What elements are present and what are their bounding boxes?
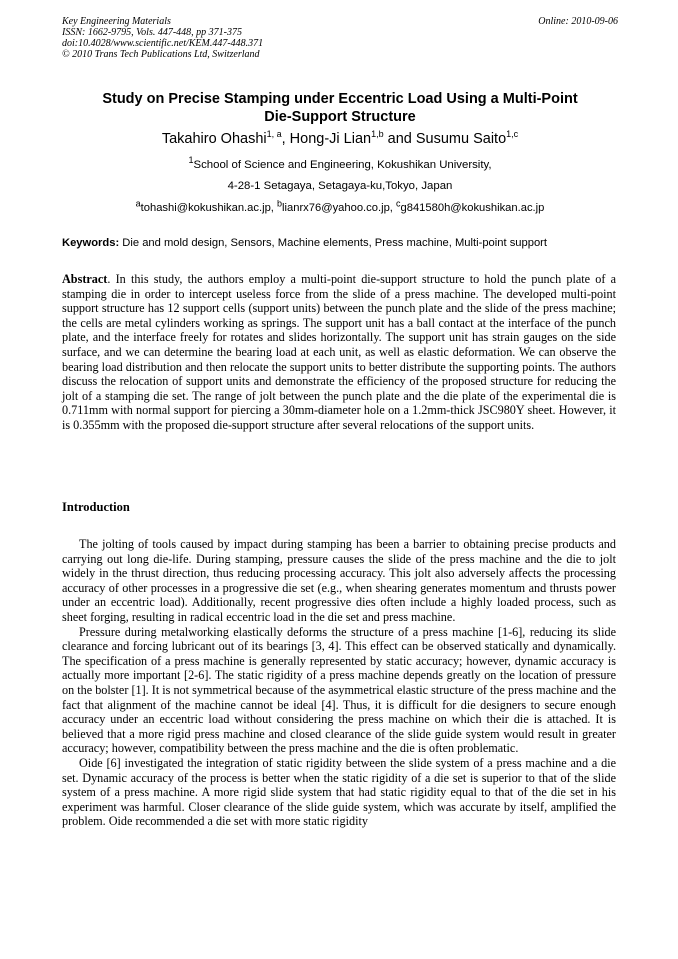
author-list — [62, 130, 618, 148]
keywords-text: Die and mold design, Sensors, Machine elements, Press machine, Multi-point support — [119, 237, 548, 249]
abstract — [62, 272, 616, 433]
author-separator: , — [281, 131, 286, 147]
paper-title-line-2: Die-Support Structure — [264, 109, 416, 125]
email-c-mark: c — [396, 198, 401, 209]
email-b[interactable]: lianrx76@yahoo.co.jp, — [282, 202, 397, 214]
paper-title-line-1: Study on Precise Stamping under Eccentric Load Using a Multi-Point — [102, 91, 578, 107]
affiliation-line-2: 4-28-1 Setagaya, Setagaya-ku,Tokyo, Japan — [227, 180, 453, 192]
journal-issn: ISSN: 1662-9795, Vols. 447-448, pp 371-375 — [62, 27, 242, 38]
author-2-affiliation-mark: 1,b — [371, 129, 384, 140]
journal-header — [62, 16, 618, 60]
email-a-mark: a — [135, 198, 141, 209]
keywords — [62, 236, 618, 250]
email-a[interactable]: tohashi@kokushikan.ac.jp, — [140, 202, 278, 214]
abstract-text: . In this study, the authors employ a multi-point die-support structure to hold the punch plate of a stamping die in order to intercept useless force from the slide of a press machine. The developed multi-point support structure has 12 support cells (support units) between the punch plate and the slide of the press machine; the cells are metal cylinders working as springs. The support unit has a ball contact at the interface of the punch plate, and the interface freely for rotates and slides horizontally. The support unit has strain gauges on the side surface, and we can determine the bearing load at each unit, as well as elastic deformation. We can observe the bearing load distribution and then relocate the support units to better distribute the supporting points. The authors discuss the relocation of support units and demonstrate the efficiency of the proposed structure for reducing the jolt of a stamping die set. The range of jolt between the punch plate and the die plate of the experimental die is 0.711mm with normal support for piercing a 30mm-diameter hole on a 1.2mm-thick JSC980Y sheet. However, it is 0.355mm with the proposed die-support structure after several relocations of the support units. — [62, 272, 616, 432]
introduction-paragraph-2: Pressure during metalworking elastically deforms the structure of a press machine [1-6], reducing its slide clearance and forcing lubricant out of its bearings [3, 4]. This effect can be observed statically and dynamically. The specification of a press machine is generally represented by static accuracy; however, dynamic accuracy is actually more important [2-6]. The static rigidity of a press machine depends greatly on the location of pressure on the bolster [1]. It is not symmetrical because of the asymmetrical elastic structure of the press machine and the fact that alignment of the machine cannot be ideal [4]. Thus, it is difficult for die designers to secure enough accuracy under an eccentric load without considering the press machine on which their die is attached. It is believed that a more rigid press machine and closed clearance of the slide guide system would result in greater accuracy; however, compatibility between the press machine and the die is often problematic. — [62, 624, 616, 756]
journal-doi[interactable]: doi:10.4028/www.scientific.net/KEM.447-448.371 — [62, 38, 264, 49]
email-b-mark: b — [277, 198, 283, 209]
introduction-body — [62, 537, 616, 829]
journal-copyright: © 2010 Trans Tech Publications Ltd, Switzerland — [62, 49, 260, 60]
author-conjunction: and — [383, 131, 416, 147]
introduction-heading: Introduction — [62, 500, 130, 514]
author-1-affiliation-mark: 1, a — [266, 129, 282, 140]
online-date: Online: 2010-09-06 — [538, 16, 618, 27]
author-3: Susumu Saito — [415, 131, 507, 147]
affiliation-line-1 — [62, 155, 618, 172]
journal-name: Key Engineering Materials — [62, 16, 171, 27]
introduction-paragraph-3: Oide [6] investigated the integration of static rigidity between the slide system of a press machine and a die set. Dynamic accuracy of the process is better when the static rigidity of a die set is superior to that of the slide system of a press machine. A more rigid slide system that had static rigidity equal to that of the die set in his experiment was harmful. Closer clearance of the slide guide system, which was accurate by itself, amplified the problem. Oide recommended a die set with more static rigidity — [62, 755, 616, 829]
affiliation-mark: 1 — [188, 155, 194, 166]
author-emails — [62, 198, 618, 215]
author-2: Hong-Ji Lian — [285, 131, 372, 147]
email-c[interactable]: g841580h@kokushikan.ac.jp — [400, 202, 545, 214]
introduction-paragraph-1: The jolting of tools caused by impact during stamping has been a barrier to obtaining precise products and carrying out long die-life. During stamping, pressure causes the slide of the press machine and the die to jolt widely in the thrust direction, thus reducing processing accuracy. This jolt also adversely affects the processing accuracy of other processes in a progressive die set (e.g., when shearing generates momentum and thrusts power under an eccentric load). Additionally, recent progressive dies often include a highly loaded process, such as sheet forging, resulting in radical eccentric load in the die set and press machine. — [62, 537, 616, 624]
abstract-label: Abstract — [62, 272, 108, 286]
keywords-label: Keywords: — [62, 237, 120, 249]
author-3-affiliation-mark: 1,c — [506, 129, 519, 140]
paper-title — [62, 90, 618, 126]
author-1: Takahiro Ohashi — [161, 131, 267, 147]
affiliation-institution: School of Science and Engineering, Kokushikan University, — [193, 159, 492, 171]
